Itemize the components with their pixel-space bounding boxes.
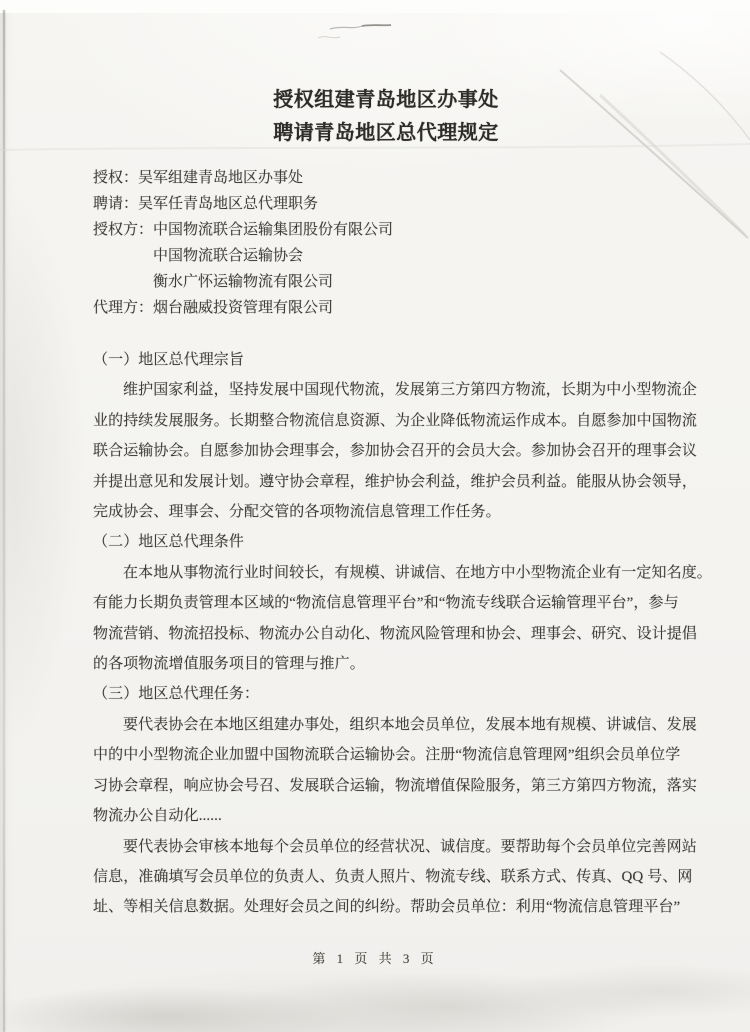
header-line-appoint: 聘请：吴军任青岛地区总代理职务 <box>93 196 319 212</box>
body-text-line: 物流营销、物流招投标、物流办公自动化、物流风险管理和协会、理事会、研究、设计提倡 <box>93 625 698 642</box>
body-text-line: 习协会章程，响应协会号召、发展联合运输，物流增值保险服务，第三方第四方物流，落实 <box>93 777 698 794</box>
document-body <box>93 345 712 923</box>
section-2-heading: （二）地区总代理条件 <box>93 534 245 551</box>
body-text-line: 要代表协会在本地区组建办事处，组织本地会员单位，发展本地有规模、讲诚信、发展 <box>123 716 697 733</box>
body-text-line: 并提出意见和发展计划。遵守协会章程，维护协会利益，维护会员利益。能服从协会领导， <box>93 473 698 490</box>
body-text-line: 完成协会、理事会、分配交管的各项物流信息管理工作任务。 <box>93 504 501 521</box>
title-line-2: 聘请青岛地区总代理规定 <box>273 122 499 144</box>
body-text-line: 的各项物流增值服务项目的管理与推广。 <box>93 656 365 673</box>
body-text-line: 物流办公自动化...... <box>93 808 222 825</box>
body-text-line: 要代表协会审核本地每个会员单位的经营状况、诚信度。要帮助每个会员单位完善网站 <box>123 838 697 855</box>
page-number-footer: 第 1 页 共 3 页 <box>312 951 438 966</box>
body-text-line: 业的持续发展服务。长期整合物流信息资源、为企业降低物流运作成本。自愿参加中国物流 <box>93 412 698 429</box>
header-line-authorizer-2: 中国物流联合运输协会 <box>153 248 304 264</box>
body-text-line: 有能力长期负责管理本区域的“物流信息管理平台”和“物流专线联合运输管理平台”，参与 <box>93 595 679 612</box>
body-text-line: 维护国家利益，坚持发展中国现代物流，发展第三方第四方物流，长期为中小型物流企 <box>123 382 697 399</box>
document-title <box>11 84 750 150</box>
body-text-line: 在本地从事物流行业时间较长，有规模、讲诚信、在地方中小型物流企业有一定知名度。 <box>123 564 712 581</box>
body-text-line: 址、等相关信息数据。处理好会员之间的纠纷。帮助会员单位：利用“物流信息管理平台” <box>93 899 681 916</box>
header-line-agent: 代理方：烟台融威投资管理有限公司 <box>93 300 334 316</box>
title-line-1: 授权组建青岛地区办事处 <box>273 89 499 111</box>
body-text-line: 联合运输协会。自愿参加协会理事会，参加协会召开的会员大会。参加协会召开的理事会议 <box>93 443 698 460</box>
section-1-heading: （一）地区总代理宗旨 <box>93 352 245 368</box>
section-3-heading: （三）地区总代理任务： <box>93 686 260 703</box>
header-line-authorizer-3: 衡水广怀运输物流有限公司 <box>153 274 334 290</box>
body-text-line: 信息，准确填写会员单位的负责人、负责人照片、物流专线、联系方式、传真、QQ 号、网 <box>93 868 693 885</box>
header-line-authorize: 授权：吴军组建青岛地区办事处 <box>93 170 304 186</box>
body-text-line: 中的中小型物流企业加盟中国物流联合运输协会。注册“物流信息管理网”组织会员单位学 <box>93 747 681 764</box>
authorization-header <box>93 165 393 321</box>
header-line-authorizer: 授权方：中国物流联合运输集团股份有限公司 <box>93 222 394 238</box>
